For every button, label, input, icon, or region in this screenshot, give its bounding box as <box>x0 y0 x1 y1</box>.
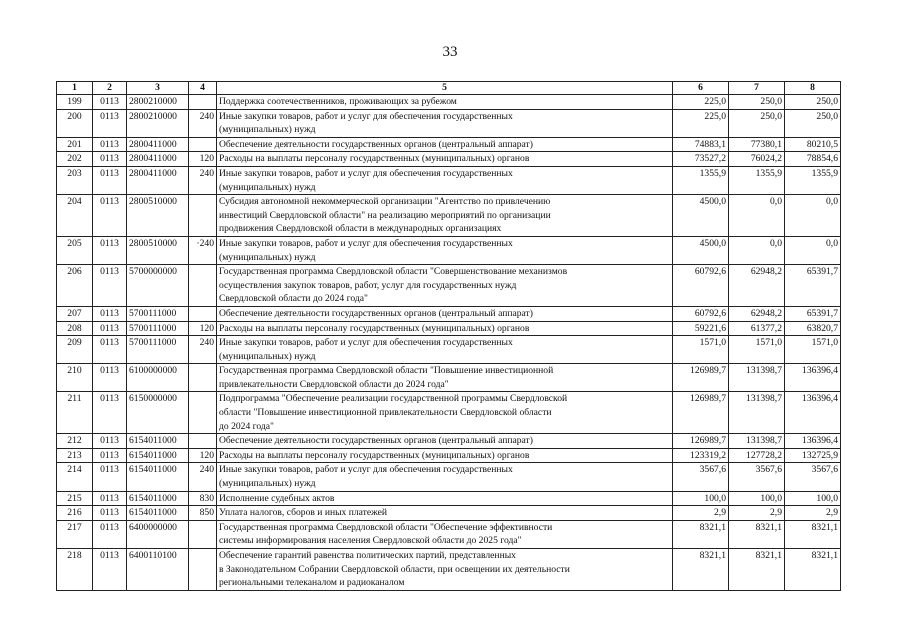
section-code-cell: 0113 <box>93 392 127 434</box>
target-article-cell: 5700000000 <box>127 265 189 307</box>
description-line: инвестиций Свердловской области" на реализацию мероприятий по организации <box>219 209 551 221</box>
table-row <box>57 392 841 434</box>
description-line: привлекательности Свердловской области до 2024 года" <box>219 378 449 390</box>
amount-col-6-cell: 4500,0 <box>673 195 729 237</box>
description-line: Государственная программа Свердловской области "Повышение инвестиционной <box>219 365 554 377</box>
amount-col-6-cell: 126989,7 <box>673 392 729 434</box>
amount-col-7-cell: 8321,1 <box>729 549 785 591</box>
row-number-cell: 214 <box>57 463 93 491</box>
row-number-cell: 208 <box>57 321 93 336</box>
description-cell <box>217 549 673 591</box>
amount-col-6-cell: 100,0 <box>673 491 729 506</box>
row-number-cell: 207 <box>57 306 93 321</box>
section-code-cell: 0113 <box>93 195 127 237</box>
expense-type-cell <box>189 195 217 237</box>
amount-col-8-cell: 0,0 <box>785 195 841 237</box>
expense-type-cell <box>189 434 217 449</box>
section-code-cell: 0113 <box>93 152 127 167</box>
amount-col-6-cell: 59221,6 <box>673 321 729 336</box>
expense-type-cell <box>189 520 217 548</box>
amount-col-8-cell: 136396,4 <box>785 364 841 392</box>
header-col-6: 6 <box>673 82 729 95</box>
table-row <box>57 506 841 521</box>
header-col-4: 4 <box>189 82 217 95</box>
row-number-cell: 202 <box>57 152 93 167</box>
amount-col-8-cell: 1571,0 <box>785 336 841 364</box>
amount-col-7-cell: 131398,7 <box>729 434 785 449</box>
amount-col-6-cell: 3567,6 <box>673 463 729 491</box>
section-code-cell: 0113 <box>93 364 127 392</box>
description-line: Расходы на выплаты персоналу государственных (муниципальных) органов <box>219 322 530 334</box>
amount-col-8-cell: 63820,7 <box>785 321 841 336</box>
section-code-cell: 0113 <box>93 549 127 591</box>
description-line: (муниципальных) нужд <box>219 478 316 490</box>
expense-type-cell <box>189 95 217 110</box>
description-line: области "Повышение инвестиционной привлекательности Свердловской области <box>219 407 552 419</box>
description-cell <box>217 306 673 321</box>
amount-col-7-cell: 131398,7 <box>729 392 785 434</box>
row-number-cell: 211 <box>57 392 93 434</box>
header-col-3: 3 <box>127 82 189 95</box>
target-article-cell: 6150000000 <box>127 392 189 434</box>
target-article-cell: 2800210000 <box>127 95 189 110</box>
amount-col-7-cell: 62948,2 <box>729 265 785 307</box>
description-line: Иные закупки товаров, работ и услуг для обеспечения государственных <box>219 464 513 476</box>
description-cell <box>217 137 673 152</box>
description-cell <box>217 448 673 463</box>
expense-type-cell: 240 <box>189 463 217 491</box>
row-number-cell: 206 <box>57 265 93 307</box>
description-line: Государственная программа Свердловской области "Совершенствование механизмов <box>219 266 568 278</box>
header-col-5: 5 <box>217 82 673 95</box>
expense-type-cell: 850 <box>189 506 217 521</box>
description-line: Исполнение судебных актов <box>219 492 335 504</box>
target-article-cell: 6154011000 <box>127 506 189 521</box>
row-number-cell: 199 <box>57 95 93 110</box>
description-cell <box>217 152 673 167</box>
description-line: Обеспечение деятельности государственных органов (центральный аппарат) <box>219 138 533 150</box>
table-row <box>57 195 841 237</box>
description-line: (муниципальных) нужд <box>219 251 316 263</box>
expense-type-cell: ·240 <box>189 236 217 264</box>
description-line: Субсидия автономной некоммерческой организации "Агентство по привлечению <box>219 196 551 208</box>
amount-col-7-cell: 3567,6 <box>729 463 785 491</box>
expense-type-cell: 120 <box>189 152 217 167</box>
expense-type-cell: 120 <box>189 321 217 336</box>
amount-col-8-cell: 8321,1 <box>785 549 841 591</box>
table-row <box>57 109 841 137</box>
amount-col-8-cell: 2,9 <box>785 506 841 521</box>
description-line: осуществления закупок товаров, работ, услуг для государственных нужд <box>219 279 517 291</box>
table-row <box>57 463 841 491</box>
description-cell <box>217 195 673 237</box>
section-code-cell: 0113 <box>93 236 127 264</box>
expense-type-cell <box>189 392 217 434</box>
table-row <box>57 152 841 167</box>
header-col-8: 8 <box>785 82 841 95</box>
description-line: Иные закупки товаров, работ и услуг для обеспечения государственных <box>219 110 513 122</box>
description-cell <box>217 463 673 491</box>
amount-col-6-cell: 126989,7 <box>673 434 729 449</box>
amount-col-8-cell: 65391,7 <box>785 306 841 321</box>
section-code-cell: 0113 <box>93 520 127 548</box>
amount-col-7-cell: 77380,1 <box>729 137 785 152</box>
description-line: Обеспечение гарантий равенства политических партий, представленных <box>219 550 516 561</box>
section-code-cell: 0113 <box>93 491 127 506</box>
description-line: в Законодательном Собрании Свердловской области, при освещении их деятельности <box>219 563 570 575</box>
target-article-cell: 2800411000 <box>127 137 189 152</box>
table-body <box>57 95 841 591</box>
expense-type-cell <box>189 137 217 152</box>
table-row <box>57 491 841 506</box>
amount-col-6-cell: 74883,1 <box>673 137 729 152</box>
description-line: системы информирования населения Свердловской области до 2025 года" <box>219 535 522 547</box>
amount-col-8-cell: 65391,7 <box>785 265 841 307</box>
description-line: продвижения Свердловской области в международных организациях <box>219 223 502 235</box>
amount-col-7-cell: 62948,2 <box>729 306 785 321</box>
description-cell <box>217 166 673 194</box>
description-line: до 2024 года" <box>219 420 274 432</box>
expense-type-cell: 240 <box>189 336 217 364</box>
description-line: Иные закупки товаров, работ и услуг для обеспечения государственных <box>219 167 513 179</box>
section-code-cell: 0113 <box>93 448 127 463</box>
description-cell <box>217 434 673 449</box>
row-number-cell: 216 <box>57 506 93 521</box>
row-number-cell: 201 <box>57 137 93 152</box>
target-article-cell: 2800411000 <box>127 152 189 167</box>
target-article-cell: 6100000000 <box>127 364 189 392</box>
amount-col-7-cell: 100,0 <box>729 491 785 506</box>
row-number-cell: 218 <box>57 549 93 591</box>
amount-col-6-cell: 126989,7 <box>673 364 729 392</box>
table-row <box>57 549 841 591</box>
target-article-cell: 5700111000 <box>127 321 189 336</box>
amount-col-7-cell: 131398,7 <box>729 364 785 392</box>
amount-col-7-cell: 76024,2 <box>729 152 785 167</box>
table-row <box>57 336 841 364</box>
section-code-cell: 0113 <box>93 434 127 449</box>
expense-type-cell <box>189 364 217 392</box>
description-line: Государственная программа Свердловской области "Обеспечение эффективности <box>219 521 553 533</box>
description-line: (муниципальных) нужд <box>219 124 316 136</box>
amount-col-6-cell: 225,0 <box>673 109 729 137</box>
expense-type-cell: 120 <box>189 448 217 463</box>
section-code-cell: 0113 <box>93 336 127 364</box>
description-cell <box>217 95 673 110</box>
amount-col-8-cell: 132725,9 <box>785 448 841 463</box>
target-article-cell: 5700111000 <box>127 306 189 321</box>
table-row <box>57 95 841 110</box>
target-article-cell: 2800510000 <box>127 195 189 237</box>
amount-col-7-cell: 127728,2 <box>729 448 785 463</box>
amount-col-8-cell: 136396,4 <box>785 392 841 434</box>
amount-col-7-cell: 1355,9 <box>729 166 785 194</box>
description-line: Свердловской области до 2024 года" <box>219 293 368 305</box>
amount-col-6-cell: 1571,0 <box>673 336 729 364</box>
row-number-cell: 203 <box>57 166 93 194</box>
amount-col-8-cell: 8321,1 <box>785 520 841 548</box>
description-line: Обеспечение деятельности государственных органов (центральный аппарат) <box>219 435 533 447</box>
row-number-cell: 200 <box>57 109 93 137</box>
amount-col-8-cell: 136396,4 <box>785 434 841 449</box>
header-col-1: 1 <box>57 82 93 95</box>
description-cell <box>217 109 673 137</box>
row-number-cell: 204 <box>57 195 93 237</box>
section-code-cell: 0113 <box>93 306 127 321</box>
row-number-cell: 209 <box>57 336 93 364</box>
description-cell <box>217 520 673 548</box>
target-article-cell: 2800411000 <box>127 166 189 194</box>
table-row <box>57 265 841 307</box>
expense-type-cell <box>189 549 217 591</box>
table-row <box>57 448 841 463</box>
section-code-cell: 0113 <box>93 166 127 194</box>
description-cell <box>217 491 673 506</box>
target-article-cell: 2800510000 <box>127 236 189 264</box>
amount-col-6-cell: 225,0 <box>673 95 729 110</box>
amount-col-8-cell: 100,0 <box>785 491 841 506</box>
amount-col-7-cell: 0,0 <box>729 236 785 264</box>
amount-col-7-cell: 250,0 <box>729 109 785 137</box>
budget-table <box>56 81 841 591</box>
amount-col-7-cell: 1571,0 <box>729 336 785 364</box>
amount-col-7-cell: 2,9 <box>729 506 785 521</box>
description-cell <box>217 236 673 264</box>
description-cell <box>217 506 673 521</box>
target-article-cell: 6154011000 <box>127 434 189 449</box>
amount-col-8-cell: 1355,9 <box>785 166 841 194</box>
target-article-cell: 6154011000 <box>127 463 189 491</box>
section-code-cell: 0113 <box>93 506 127 521</box>
description-line: Расходы на выплаты персоналу государственных (муниципальных) органов <box>219 153 530 165</box>
table-row <box>57 520 841 548</box>
expense-type-cell <box>189 265 217 307</box>
section-code-cell: 0113 <box>93 137 127 152</box>
amount-col-8-cell: 0,0 <box>785 236 841 264</box>
description-line: Иные закупки товаров, работ и услуг для обеспечения государственных <box>219 237 513 249</box>
amount-col-8-cell: 3567,6 <box>785 463 841 491</box>
description-cell <box>217 392 673 434</box>
expense-type-cell: 240 <box>189 109 217 137</box>
target-article-cell: 6154011000 <box>127 448 189 463</box>
target-article-cell: 6400110100 <box>127 549 189 591</box>
table-row <box>57 236 841 264</box>
section-code-cell: 0113 <box>93 109 127 137</box>
header-col-2: 2 <box>93 82 127 95</box>
description-line: Обеспечение деятельности государственных органов (центральный аппарат) <box>219 307 533 319</box>
target-article-cell: 5700111000 <box>127 336 189 364</box>
amount-col-7-cell: 0,0 <box>729 195 785 237</box>
description-line: Поддержка соотечественников, проживающих за рубежом <box>219 96 457 107</box>
description-cell <box>217 364 673 392</box>
table-row <box>57 306 841 321</box>
row-number-cell: 210 <box>57 364 93 392</box>
amount-col-6-cell: 60792,6 <box>673 265 729 307</box>
header-col-7: 7 <box>729 82 785 95</box>
table-row <box>57 166 841 194</box>
amount-col-7-cell: 250,0 <box>729 95 785 110</box>
amount-col-6-cell: 123319,2 <box>673 448 729 463</box>
amount-col-8-cell: 80210,5 <box>785 137 841 152</box>
table-row <box>57 137 841 152</box>
description-line: (муниципальных) нужд <box>219 350 316 362</box>
description-line: (муниципальных) нужд <box>219 181 316 193</box>
description-cell <box>217 336 673 364</box>
row-number-cell: 213 <box>57 448 93 463</box>
row-number-cell: 212 <box>57 434 93 449</box>
expense-type-cell: 830 <box>189 491 217 506</box>
amount-col-6-cell: 8321,1 <box>673 549 729 591</box>
target-article-cell: 6400000000 <box>127 520 189 548</box>
amount-col-6-cell: 60792,6 <box>673 306 729 321</box>
target-article-cell: 2800210000 <box>127 109 189 137</box>
section-code-cell: 0113 <box>93 463 127 491</box>
row-number-cell: 205 <box>57 236 93 264</box>
row-number-cell: 217 <box>57 520 93 548</box>
expense-type-cell: 240 <box>189 166 217 194</box>
section-code-cell: 0113 <box>93 321 127 336</box>
amount-col-6-cell: 73527,2 <box>673 152 729 167</box>
amount-col-7-cell: 8321,1 <box>729 520 785 548</box>
target-article-cell: 6154011000 <box>127 491 189 506</box>
amount-col-6-cell: 8321,1 <box>673 520 729 548</box>
amount-col-7-cell: 61377,2 <box>729 321 785 336</box>
expense-type-cell <box>189 306 217 321</box>
description-line: Расходы на выплаты персоналу государственных (муниципальных) органов <box>219 449 530 461</box>
amount-col-6-cell: 2,9 <box>673 506 729 521</box>
description-line: Уплата налогов, сборов и иных платежей <box>219 507 388 519</box>
section-code-cell: 0113 <box>93 265 127 307</box>
section-code-cell: 0113 <box>93 95 127 110</box>
description-line: региональными телеканалом и радиоканалом <box>219 577 405 589</box>
description-line: Подпрограмма "Обеспечение реализации государственной программы Свердловской <box>219 393 568 405</box>
description-line: Иные закупки товаров, работ и услуг для обеспечения государственных <box>219 337 513 349</box>
table-header-row <box>57 82 841 95</box>
amount-col-8-cell: 250,0 <box>785 95 841 110</box>
amount-col-6-cell: 1355,9 <box>673 166 729 194</box>
amount-col-6-cell: 4500,0 <box>673 236 729 264</box>
row-number-cell: 215 <box>57 491 93 506</box>
amount-col-8-cell: 250,0 <box>785 109 841 137</box>
page-number: 33 <box>442 44 458 60</box>
table-row <box>57 364 841 392</box>
description-cell <box>217 265 673 307</box>
table-row <box>57 321 841 336</box>
description-cell <box>217 321 673 336</box>
table-row <box>57 434 841 449</box>
amount-col-8-cell: 78854,6 <box>785 152 841 167</box>
